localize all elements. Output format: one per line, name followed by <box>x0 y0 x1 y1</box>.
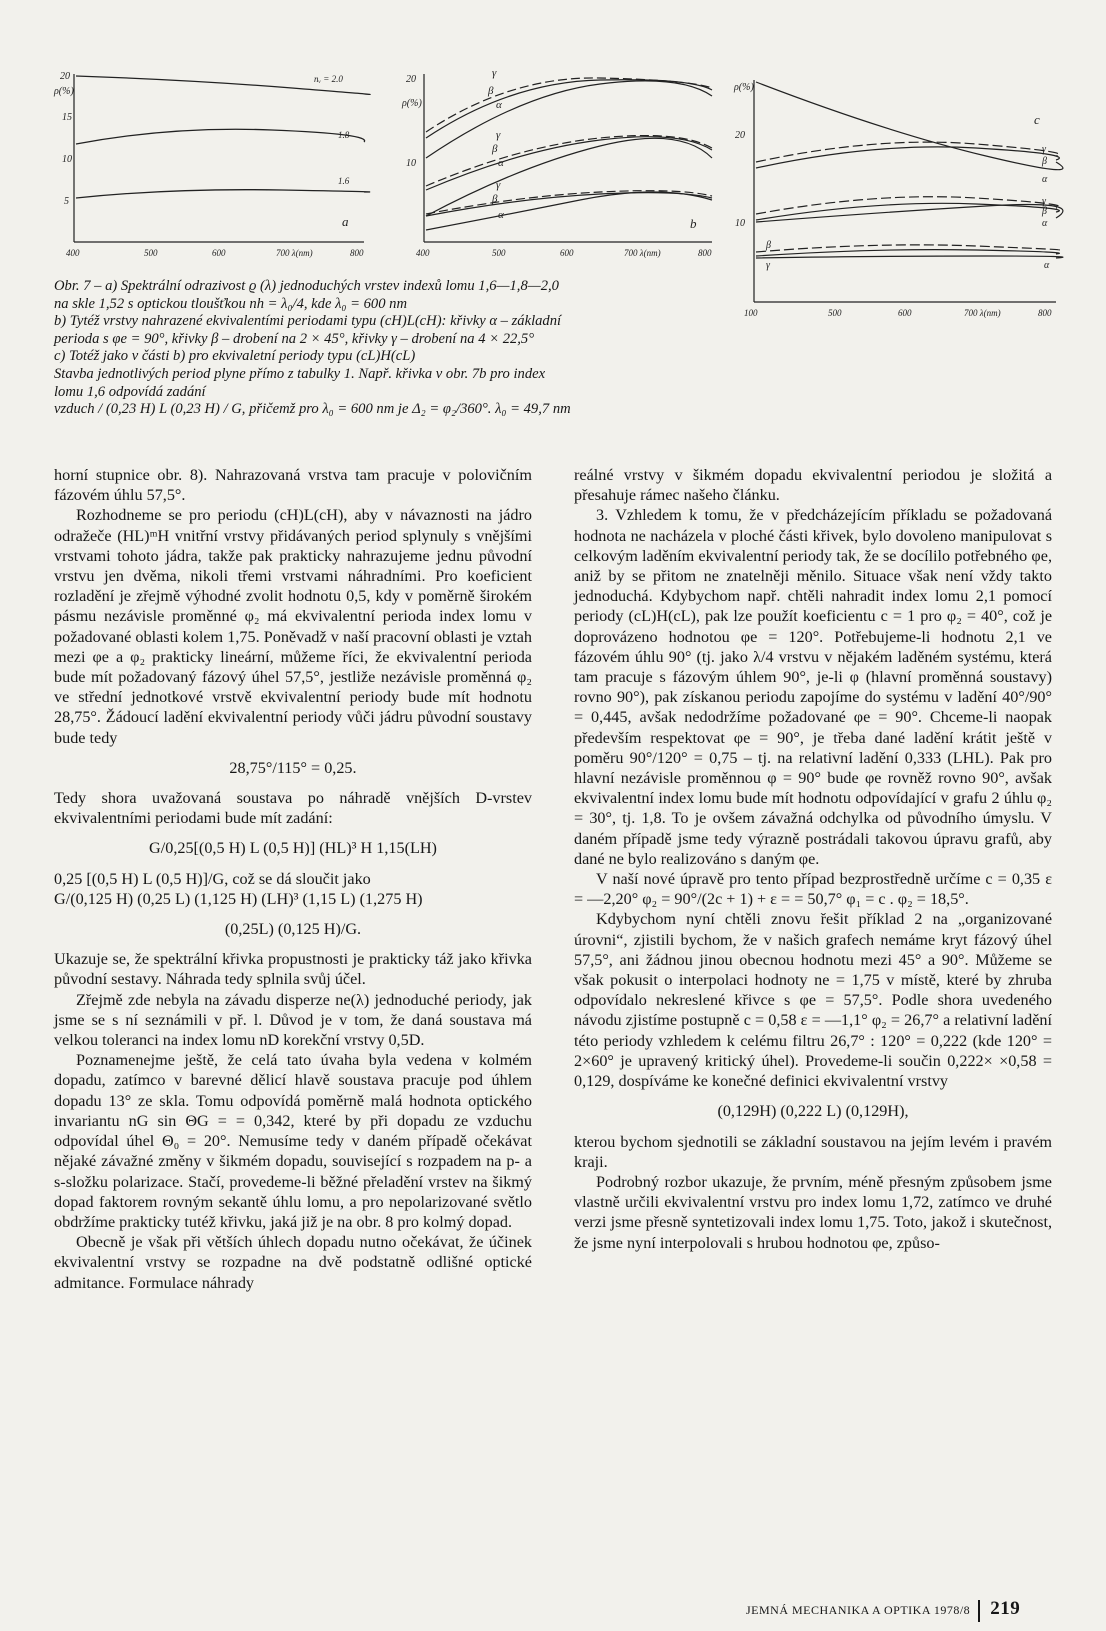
x-tick: 800 <box>698 248 712 258</box>
paragraph: (0,129H) (0,222 L) (0,129H), <box>717 1102 909 1121</box>
figure-caption <box>54 278 722 419</box>
y-tick: 20 <box>735 130 745 141</box>
page-footer <box>746 1598 1020 1622</box>
paragraph: Tedy shora uvažovaná soustava po náhradě vnějších D-vrstev ekvivalentními periodami bude mít zadání: <box>54 789 532 828</box>
x-tick: 800 <box>1038 308 1052 318</box>
curve-label: 1.6 <box>338 176 350 186</box>
panel-label: b <box>690 216 697 231</box>
caption-line: na skle 1,52 s optickou tloušťkou nh = λ₀/4, kde λ₀ = 600 nm <box>54 295 408 312</box>
figure-7b <box>400 66 718 266</box>
paragraph: Obecně je však při větších úhlech dopadu nutno očekávat, že účinek ekvivalentní vrstvy se rozpadne na dvě podstatně odlišné optické admitance. Formulace náhrady <box>54 1233 532 1292</box>
caption-line: b) Tytéž vrstvy nahrazené ekvivalentími periodami typu (cH)L(cH): křivky α – základní <box>54 313 562 330</box>
left-column <box>54 465 532 1293</box>
figure-7c <box>736 72 1060 324</box>
paragraph: Kdybychom nyní chtěli znovu řešit příklad 2 na „organizované úrovni“, zjistili bychom, že v našich grafech nemáme kryt fázový úhel 57,5°, ani žádnou jinou obecnou hodnotu mezi 45° a 90°. Můžeme se však pokusit o interpolaci hodnoty ne = 1,75 v místě, které by zhruba odpovídalo nekreslené křivce s φe = 57,5°. Podle shora uvedeného návodu zjistíme postupně c = 0,58 ε = —1,1° φ₂ = 26,7° a relativní ladění této periody vzhledem k celému filtru 26,7° : 120° = 0,222 (kde 120° = 2×60° je upravený kritický úhel). Provedeme-li součin 0,222× ×0,58 = 0,129, dospíváme ke konečné definici ekvivalentní vrstvy <box>574 910 1052 1091</box>
caption-line: c) Totéž jako v části b) pro ekvivaletní periody typu (cL)H(cL) <box>54 348 416 365</box>
caption-line: vzduch / (0,23 H) L (0,23 H) / G, přičemž pro λ₀ = 600 nm je Δ₂ = φ₂/360°. λ₀ = 49,7 nm <box>54 401 571 418</box>
curve-label: α <box>496 99 502 111</box>
curve-label: γ <box>496 179 501 191</box>
x-tick: 600 <box>898 308 912 318</box>
curve-label: α <box>1044 260 1050 271</box>
curve-label: β <box>766 240 771 251</box>
paragraph: (0,25L) (0,125 H)/G. <box>224 920 362 939</box>
page-number: 219 <box>990 1598 1021 1619</box>
y-label: ρ(%) <box>734 82 754 93</box>
paragraph: 0,25 [(0,5 H) L (0,5 H)]/G, což se dá sloučit jako <box>54 869 371 888</box>
panel-label: a <box>342 214 349 229</box>
y-tick: 15 <box>62 112 72 123</box>
y-tick: 10 <box>735 218 745 229</box>
curve-label: α <box>498 209 504 221</box>
panel-label: c <box>1034 112 1040 127</box>
x-tick: 100 <box>744 308 758 318</box>
paragraph: G/(0,125 H) (0,25 L) (1,125 H) (LH)³ (1,15 L) (1,275 H) <box>54 889 423 908</box>
curve-label: β <box>488 85 494 97</box>
x-tick: 500 <box>492 248 506 258</box>
curve-label: α <box>498 157 504 169</box>
figure-7a <box>52 66 370 266</box>
paragraph: Poznamenejme ještě, že celá tato úvaha byla vedena v kolmém dopadu, zatímco v barevné dělicí hlavě soustava pracuje pod úhlem dopadu 13° ze skla. Tomu odpovídá poměrně malá hodnota optického invariantu nG sin ΘG = = 0,342, které by při dopadu ze vzduchu odpovídal úhel Θ₀ = 20°. Nemusíme tedy v daném případě očekávat nějaké závažné změny v šikmém dopadu, související s rozpadem na p- a s-složku polarizace. Stačí, provedeme-li běžné přeladění vrstev na šikmý dopad faktorem rovným sekantě úhlu lomu, a pro nepolarizované světlo obdržíme prakticky tutéž křivku, jaká již je na obr. 8 pro kolmý dopad. <box>54 1051 532 1231</box>
curve-label: α <box>1042 174 1048 185</box>
caption-line: Stavba jednotlivých period plyne přímo z tabulky 1. Např. křivka v obr. 7b pro index <box>54 365 546 382</box>
curve-label: β <box>1042 206 1047 217</box>
paragraph: 28,75°/115° = 0,25. <box>229 758 357 777</box>
curve-label: γ <box>1042 196 1046 207</box>
x-tick: 600 <box>560 248 574 258</box>
curve-label: γ <box>492 67 497 79</box>
curve-label: γ <box>496 129 501 141</box>
curve-label: β <box>492 143 498 155</box>
x-tick: 400 <box>66 248 80 258</box>
x-tick: 400 <box>416 248 430 258</box>
curve-label: 1.8 <box>338 130 350 140</box>
paragraph: kterou bychom sjednotili se základní soustavou na jejím levém i pravém kraji. <box>574 1132 1052 1171</box>
paragraph: Zřejmě zde nebyla na závadu disperze ne(λ) jednoduché periody, jak jsme se s ní seznámili v př. l. Důvod je v tom, že daná soustava má velkou toleranci na index lomu nD korekční vrstvy 0,5D. <box>54 990 532 1050</box>
footer-divider <box>978 1600 980 1622</box>
paragraph: Rozhodneme se pro periodu (cH)L(cH), aby v návaznosti na jádro odražeče (HL)ᵐH vnitřní vrstvy přidávaných period splynuly s vnějšími vrstvami tohoto jádra, takže pak prakticky nahrazujeme jednu původní vrstvu jen dvěma, nikoli třemi vrstvami náhradními. Pro koeficient rozladění je zřejmě výhodné zvolit hodnotu 0,5, kdy v poměrně širokém pásmu nezávisle proměnné φ₂ má ekvivalentní perioda index lomu v požadované oblasti kolem 1,75. Poněvadž v naší pracovní oblasti je vztah mezi φe a φ₂ prakticky lineární, můžeme říci, že ekvivalentní perioda bude mít požadovaný fázový úhel 57,5°, jestliže nezávisle proměnná φ₂ ve střední jednotkové vrstvě ekvivalentní periody bude mít hodnotu 28,75°. Žádoucí ladění ekvivalentní periody vůči jádru původní soustavy bude tedy <box>54 506 532 747</box>
y-label: ρ(%) <box>402 98 422 109</box>
journal-name: JEMNÁ MECHANIKA A OPTIKA 1978/8 <box>746 1603 971 1617</box>
curve-label: nᵥ = 2.0 <box>314 74 343 84</box>
y-tick: 10 <box>62 154 72 165</box>
x-tick: 500 <box>828 308 842 318</box>
paragraph: Ukazuje se, že spektrální křivka propustnosti je prakticky táž jako křivka původní sestavy. Náhrada tedy splnila svůj účel. <box>54 950 532 989</box>
x-tick: 700 λ(nm) <box>624 248 661 258</box>
x-tick: 700 λ(nm) <box>964 308 1001 318</box>
paragraph: G/0,25[(0,5 H) L (0,5 H)] (HL)³ H 1,15(LH) <box>149 839 437 858</box>
x-tick: 800 <box>350 248 364 258</box>
caption-line: lomu 1,6 odpovídá zadání <box>54 383 206 400</box>
y-tick: 5 <box>64 196 69 207</box>
curve-label: β <box>1042 156 1047 167</box>
x-tick: 500 <box>144 248 158 258</box>
caption-line: perioda s φe = 90°, křivky β – drobení na 2 × 45°, křivky γ – drobení na 4 × 22,5° <box>54 330 535 347</box>
y-tick: 10 <box>406 158 416 169</box>
curve-label: γ <box>1042 144 1046 155</box>
curve-label: γ <box>766 260 770 271</box>
paragraph: Podrobný rozbor ukazuje, že prvním, méně přesným způsobem jsme vlastně určili ekvivalentní vrstvu pro index lomu 1,72, zatímco ve druhé verzi jsme přesně syntetizovali index lomu 1,75. Toto, jakož i skutečnost, že jsme nyní interpolovali s hrubou hodnotou φe, způso- <box>574 1172 1052 1252</box>
x-tick: 600 <box>212 248 226 258</box>
x-tick: 700 λ(nm) <box>276 248 313 258</box>
caption-line: Obr. 7 – a) Spektrální odrazivost ϱ (λ) jednoduchých vrstev indexů lomu 1,6—1,8—2,0 <box>54 278 559 294</box>
curve-label: β <box>492 193 498 205</box>
paragraph: horní stupnice obr. 8). Nahrazovaná vrstva tam pracuje v polovičním fázovém úhlu 57,5°. <box>54 466 532 505</box>
right-column <box>574 465 1052 1253</box>
curve-label: α <box>1042 218 1048 229</box>
y-tick: 20 <box>406 74 416 85</box>
curve-n18 <box>76 129 365 144</box>
curve-n16 <box>76 190 370 198</box>
paragraph: 3. Vzhledem k tomu, že v předcházejícím příkladu se požadovaná hodnota ne nacházela v ploché části křivek, bylo dovoleno manipulovat s celkovým laděním ekvivalentní periody tak, že se docílilo potřebného φe, aniž by se přitom ne znatelněji měnilo. Situace však není vždy takto jednoduchá. Kdybychom např. chtěli nahradit index lomu 2,1 pomocí periody (cL)H(cL), pak lze použít koeficientu c = 1 pro φ₂ = 40°, což je doprovázeno hodnotou φe = 120°. Potřebujeme-li hodnotu 2,1 ve fázovém úhlu 90° (tj. jako λ/4 vrstvu v nějakém laděném systému, která tam pracuje s fázovým úhlem 90°, je-li φ (hlavní proměnná soustavy) rovno 90°), pak získanou periodu zapojíme do systému v ladění 40°/90° = 0,445, avšak nedodržíme požadované φe = 90°. Chceme-li naopak především respektovat φe = 90°, je třeba dané ladění krátit ještě v poměru 90°/120° = 0,75 – tj. na relativní ladění 0,333 (LHL). Pak pro hlavní nezávisle proměnnou φ = 90° bude φe rovněž rovno 90°, avšak ekvivalentní index lomu bude mít hodnotu odpovídající v grafu 2 úhlu φ₂ = 30°, tj. 1,8. To je ovšem závažná odchylka od původního úmyslu. V daném případě jsme tedy výrazně postrádali takovou úpravu grafů, aby dané ne bylo realizováno s daným φe. <box>574 506 1052 868</box>
y-label: ρ(%) <box>54 86 74 97</box>
paragraph: V naší nové úpravě pro tento případ bezprostředně určíme c = 0,35 ε = —2,20° φ₂ = 90°/(2c + 1) + ε = = 50,7° φ₁ = c . φ₂ = 18,5°. <box>574 870 1052 909</box>
paragraph: reálné vrstvy v šikmém dopadu ekvivalentní periodou je složitá a přesahuje rámec našeho článku. <box>574 466 1052 505</box>
y-tick: 20 <box>60 71 70 82</box>
